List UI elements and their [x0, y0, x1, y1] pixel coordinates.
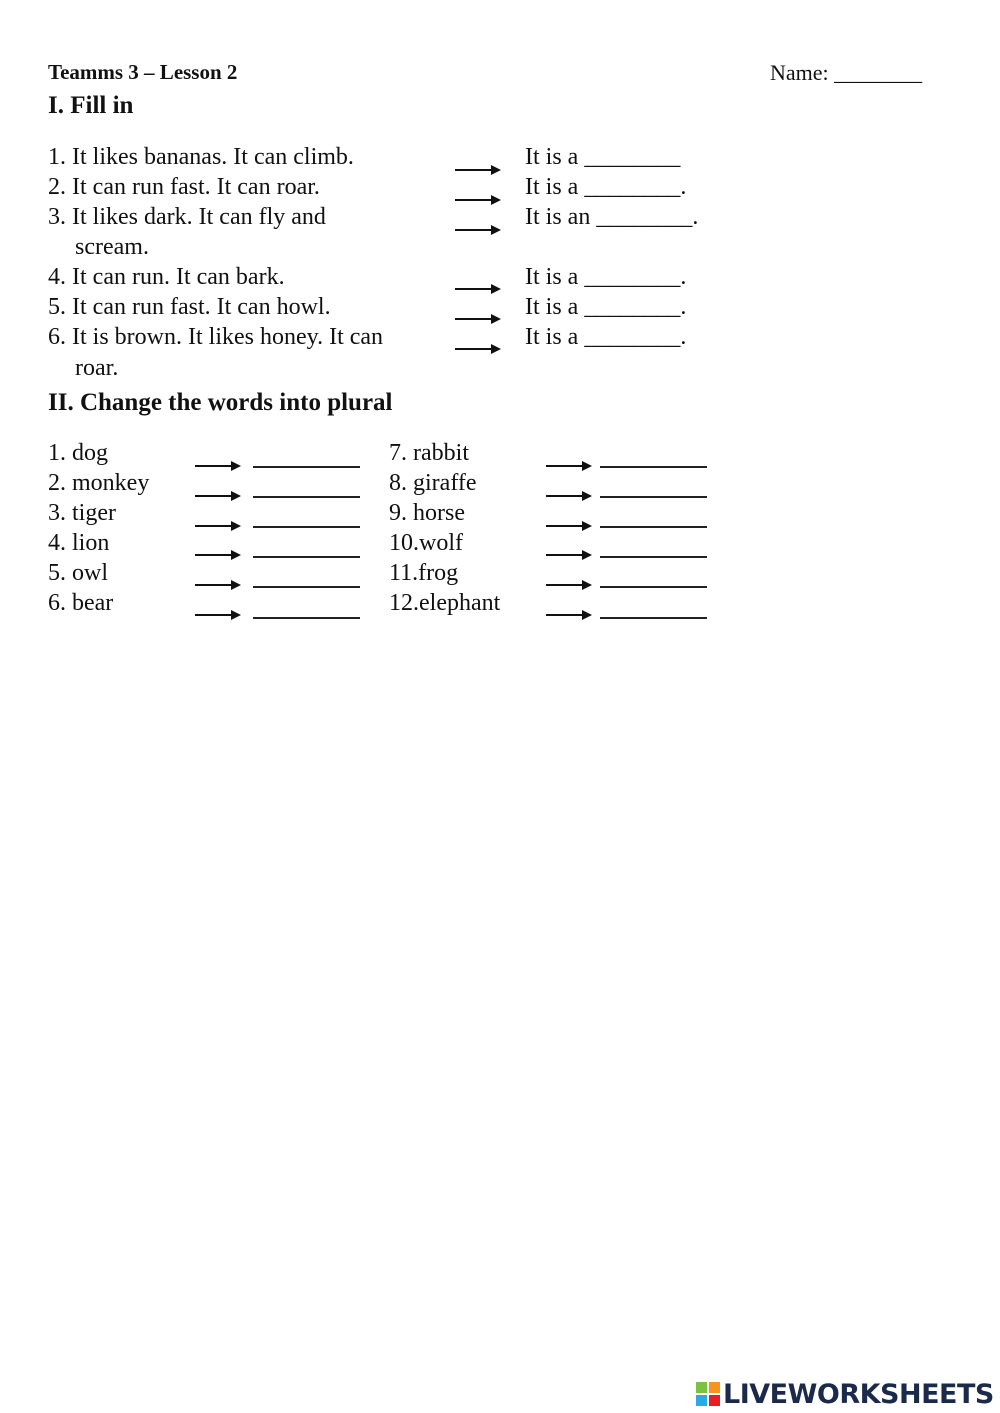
word-item: 2. monkey — [48, 470, 150, 496]
answer-blank[interactable] — [253, 526, 360, 528]
question-3-text: 3. It likes dark. It can fly and — [48, 204, 326, 230]
word-item: 3. tiger — [48, 500, 116, 526]
arrow-icon — [455, 165, 501, 175]
word-item: 6. bear — [48, 590, 114, 616]
arrow-icon — [195, 461, 241, 471]
answer-blank[interactable] — [600, 466, 707, 468]
arrow-icon — [455, 314, 501, 324]
section-2-title: II. Change the words into plural — [48, 389, 393, 416]
answer-blank[interactable] — [253, 496, 360, 498]
name-field-label: Name: ________ — [770, 60, 923, 85]
answer-blank[interactable] — [253, 586, 360, 588]
logo-square-orange — [709, 1382, 720, 1393]
word-item: 4. lion — [48, 530, 110, 556]
arrow-icon — [546, 491, 592, 501]
arrow-icon — [195, 550, 241, 560]
question-4-text: 4. It can run. It can bark. — [48, 264, 285, 290]
word-item: 12.elephant — [389, 590, 501, 616]
question-2-answer[interactable]: It is a ________. — [525, 174, 687, 200]
word-item: 7. rabbit — [389, 440, 469, 466]
answer-blank[interactable] — [600, 496, 707, 498]
answer-blank[interactable] — [253, 617, 360, 619]
question-2-text: 2. It can run fast. It can roar. — [48, 174, 320, 200]
arrow-icon — [546, 610, 592, 620]
section-1-title: I. Fill in — [48, 92, 134, 119]
arrow-icon — [546, 550, 592, 560]
question-5-text: 5. It can run fast. It can howl. — [48, 294, 331, 320]
question-1-answer[interactable]: It is a ________ — [525, 144, 681, 170]
arrow-icon — [455, 344, 501, 354]
arrow-icon — [195, 521, 241, 531]
word-item: 11.frog — [389, 560, 459, 586]
answer-blank[interactable] — [600, 556, 707, 558]
arrow-icon — [195, 610, 241, 620]
word-item: 9. horse — [389, 500, 465, 526]
liveworksheets-logo — [696, 1378, 994, 1410]
logo-text: LIVEWORKSHEETS — [723, 1378, 994, 1410]
answer-blank[interactable] — [600, 617, 707, 619]
arrow-icon — [455, 284, 501, 294]
logo-square-blue — [696, 1395, 707, 1406]
answer-blank[interactable] — [600, 586, 707, 588]
question-1-text: 1. It likes bananas. It can climb. — [48, 144, 354, 170]
lesson-title: Teamms 3 – Lesson 2 — [48, 60, 238, 84]
question-6-text: 6. It is brown. It likes honey. It can — [48, 324, 384, 350]
answer-blank[interactable] — [253, 466, 360, 468]
question-3-continuation: scream. — [75, 234, 149, 260]
arrow-icon — [455, 225, 501, 235]
question-6-answer[interactable]: It is a ________. — [525, 324, 687, 350]
arrow-icon — [195, 491, 241, 501]
arrow-icon — [546, 461, 592, 471]
answer-blank[interactable] — [253, 556, 360, 558]
arrow-icon — [546, 580, 592, 590]
arrow-icon — [455, 195, 501, 205]
arrow-icon — [195, 580, 241, 590]
logo-mark-icon — [696, 1382, 720, 1406]
logo-square-red — [709, 1395, 720, 1406]
word-item: 8. giraffe — [389, 470, 477, 496]
word-item: 1. dog — [48, 440, 108, 466]
arrow-icon — [546, 521, 592, 531]
question-4-answer[interactable]: It is a ________. — [525, 264, 687, 290]
question-3-answer[interactable]: It is an ________. — [525, 204, 699, 230]
question-5-answer[interactable]: It is a ________. — [525, 294, 687, 320]
word-item: 5. owl — [48, 560, 108, 586]
word-item: 10.wolf — [389, 530, 463, 556]
logo-square-green — [696, 1382, 707, 1393]
answer-blank[interactable] — [600, 526, 707, 528]
question-6-continuation: roar. — [75, 355, 119, 381]
